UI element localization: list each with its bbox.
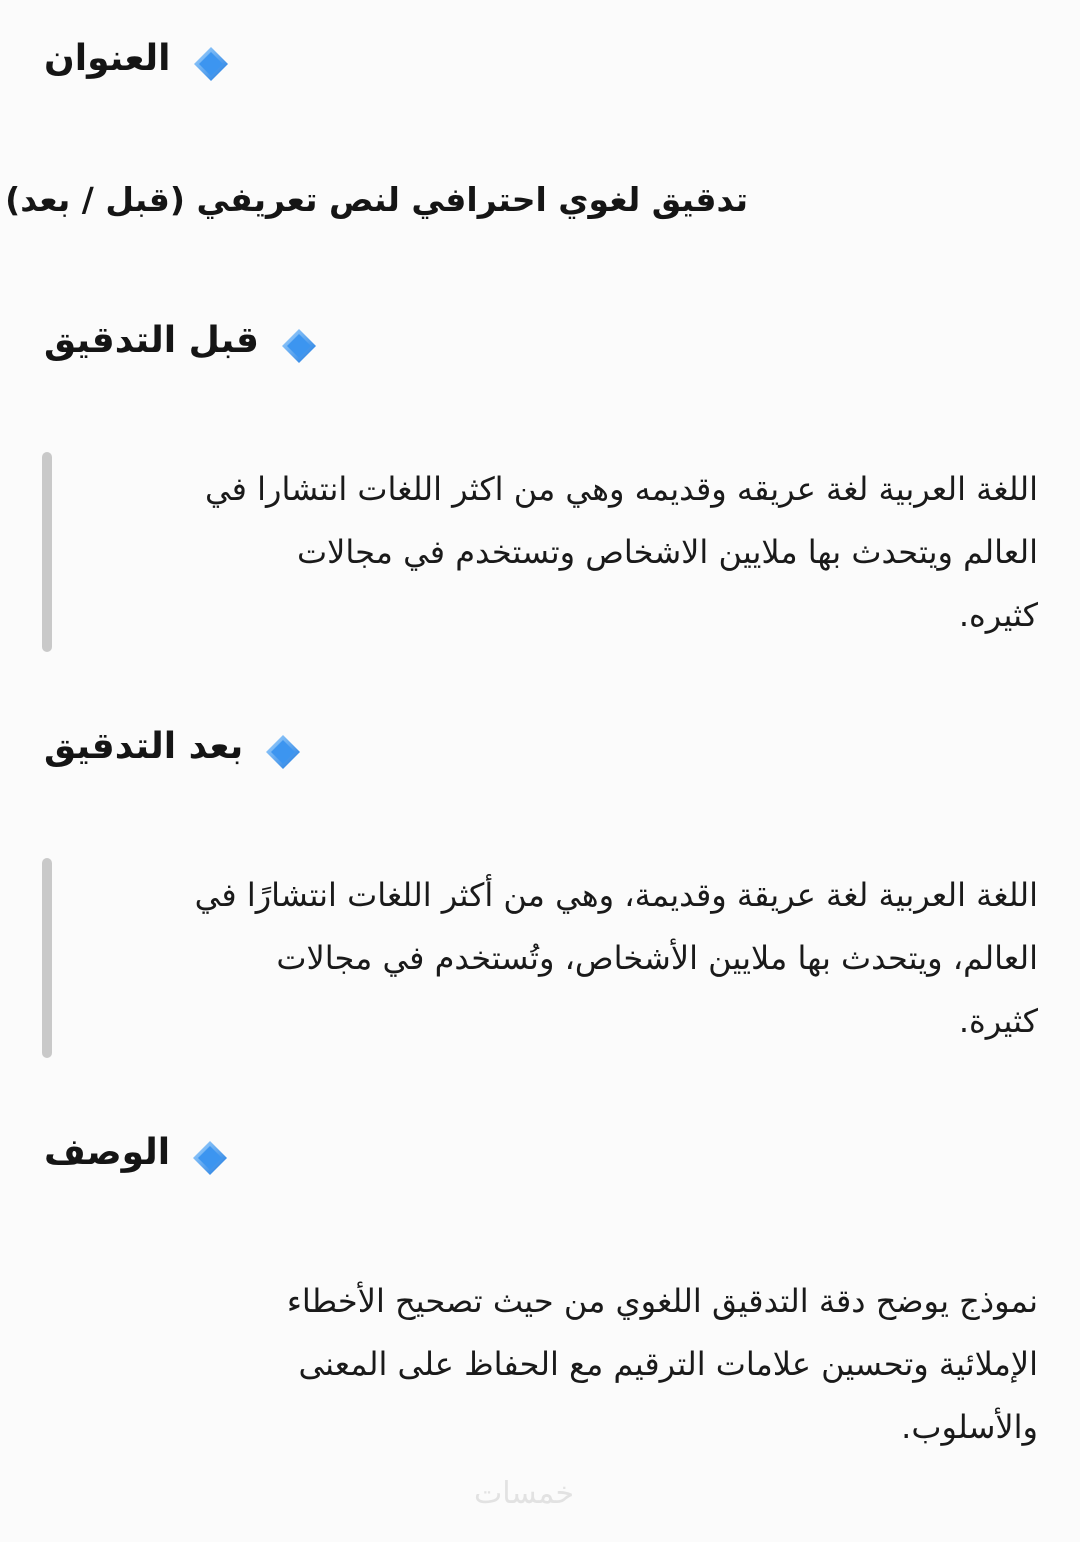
description-line: الإملائية وتحسين علامات الترقيم مع الحفاظ على المعنى: [298, 1345, 1038, 1383]
after-quote: [42, 858, 1038, 1058]
description-heading: [44, 1132, 218, 1173]
watermark-logo: خمسات: [474, 1476, 575, 1511]
after-heading-text: بعد التدقيق: [44, 726, 244, 767]
description-line: والأسلوب.: [901, 1408, 1038, 1446]
after-line: كثيرة.: [958, 1002, 1038, 1040]
before-line: العالم ويتحدث بها ملايين الاشخاص وتستخدم في مجالات: [297, 533, 1038, 571]
page-title: تدقيق لغوي احترافي لنص تعريفي (قبل / بعد): [5, 180, 748, 219]
quote-bar: [42, 858, 52, 1058]
blue-diamond-icon: [265, 734, 291, 760]
blue-diamond-icon: [192, 1140, 218, 1166]
before-text: [108, 458, 1038, 647]
before-line: كثيره.: [958, 596, 1038, 634]
description-line: نموذج يوضح دقة التدقيق اللغوي من حيث تصحيح الأخطاء: [286, 1282, 1038, 1320]
before-quote: [42, 452, 1038, 652]
after-line: اللغة العربية لغة عريقة وقديمة، وهي من أكثر اللغات انتشارًا في: [194, 876, 1038, 914]
after-text: [108, 864, 1038, 1053]
before-heading: [44, 320, 307, 361]
blue-diamond-icon: [193, 46, 219, 72]
quote-bar: [42, 452, 52, 652]
title-heading: [44, 38, 219, 79]
title-heading-text: العنوان: [44, 38, 171, 79]
blue-diamond-icon: [281, 328, 307, 354]
description-heading-text: الوصف: [44, 1132, 171, 1173]
before-heading-text: قبل التدقيق: [44, 320, 259, 361]
description-text: [138, 1270, 1038, 1459]
after-heading: [44, 726, 291, 767]
after-line: العالم، ويتحدث بها ملايين الأشخاص، وتُستخدم في مجالات: [276, 939, 1038, 977]
before-line: اللغة العربية لغة عريقه وقديمه وهي من اكثر اللغات انتشارا في: [205, 470, 1038, 508]
